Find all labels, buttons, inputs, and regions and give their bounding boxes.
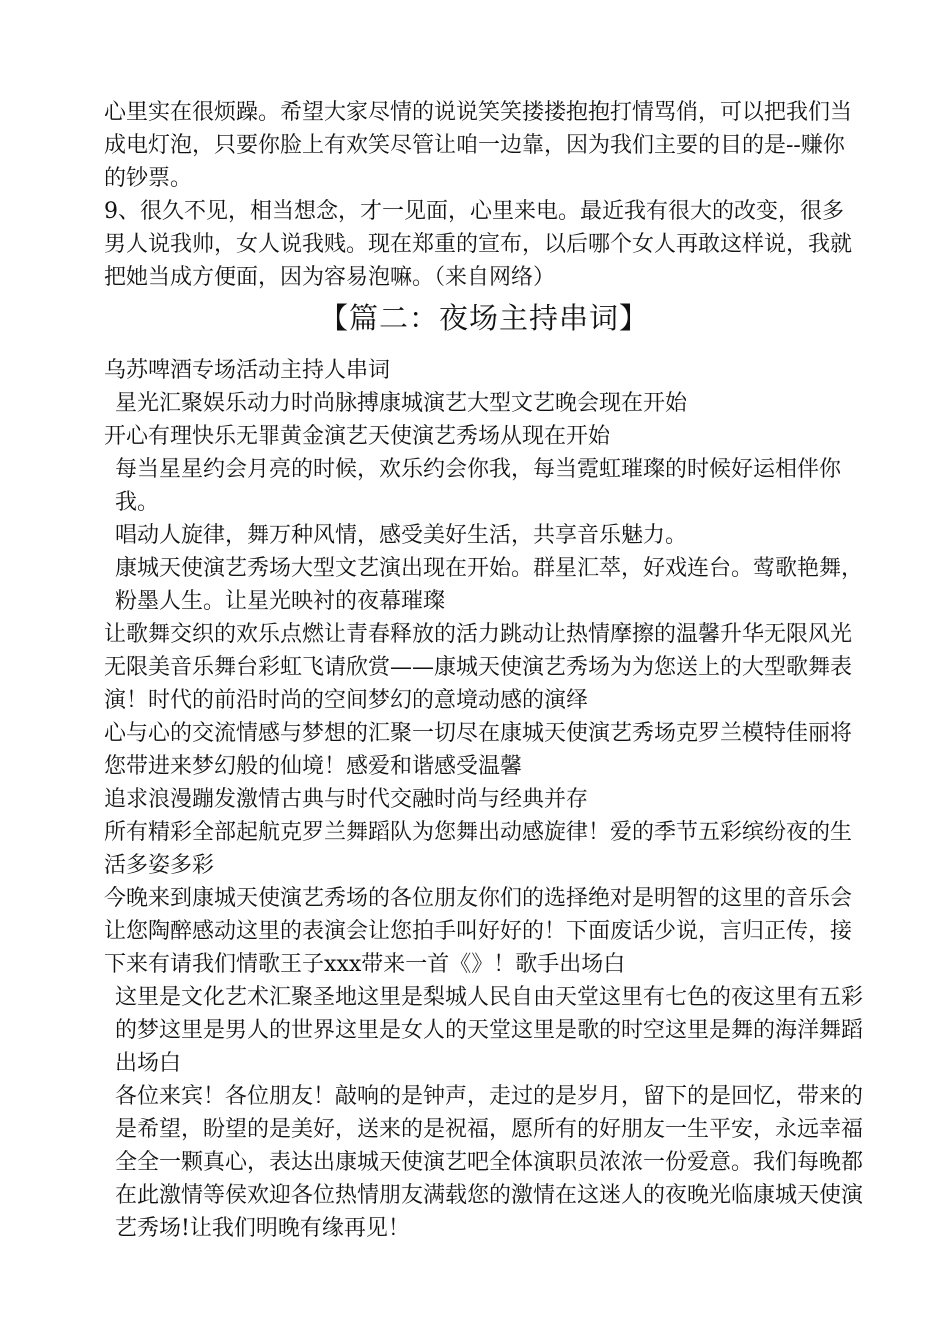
body-paragraph-10: 今晚来到康城天使演艺秀场的各位朋友你们的选择绝对是明智的这里的音乐会让您陶醉感动这里的表演会让您拍手叫好好的！下面废话少说，言归正传，接下来有请我们情歌王子xxx带来一首《》！歌手出场白	[104, 886, 853, 977]
intro-paragraph-1: 心里实在很烦躁。希望大家尽情的说说笑笑搂搂抱抱打情骂俏，可以把我们当成电灯泡，只要你脸上有欢笑尽管让咱一边靠，因为我们主要的目的是--赚你的钞票。	[104, 100, 853, 191]
document-body	[104, 96, 864, 1245]
body-paragraph-9: 所有精彩全部起航克罗兰舞蹈队为您舞出动感旋律！爱的季节五彩缤纷夜的生活多姿多彩	[104, 820, 853, 878]
section-heading: 【篇二：夜场主持串词】	[318, 301, 649, 335]
body-paragraph-2: 开心有理快乐无罪黄金演艺天使演艺秀场从现在开始	[104, 424, 611, 449]
body-paragraph-8: 追求浪漫蹦发激情古典与时代交融时尚与经典并存	[104, 787, 589, 812]
body-paragraph-3: 每当星星约会月亮的时候，欢乐约会你我，每当霓虹璀璨的时候好运相伴你我。	[115, 457, 842, 515]
body-paragraph-4: 唱动人旋律，舞万种风情，感受美好生活，共享音乐魅力。	[115, 523, 688, 548]
body-paragraph-5: 康城天使演艺秀场大型文艺演出现在开始。群星汇萃，好戏连台。莺歌艳舞，粉墨人生。让星光映衬的夜幕璀璨	[115, 556, 864, 614]
body-paragraph-6: 让歌舞交织的欢乐点燃让青春释放的活力跳动让热情摩擦的温馨升华无限风光无限美音乐舞台彩虹飞请欣赏——康城天使演艺秀场为为您送上的大型歌舞表演！时代的前沿时尚的空间梦幻的意境动感的演绎	[104, 622, 853, 713]
section-title: 乌苏啤酒专场活动主持人串词	[104, 358, 391, 383]
body-paragraph-7: 心与心的交流情感与梦想的汇聚一切尽在康城天使演艺秀场克罗兰模特佳丽将您带进来梦幻般的仙境！感爱和谐感受温馨	[104, 721, 853, 779]
body-paragraph-1: 星光汇聚娱乐动力时尚脉搏康城演艺大型文艺晚会现在开始	[115, 391, 688, 416]
body-paragraph-11: 这里是文化艺术汇聚圣地这里是梨城人民自由天堂这里有七色的夜这里有五彩的梦这里是男人的世界这里是女人的天堂这里是歌的时空这里是舞的海洋舞蹈出场白	[115, 985, 864, 1076]
intro-paragraph-2: 9、很久不见，相当想念，才一见面，心里来电。最近我有很大的改变，很多男人说我帅，女人说我贱。现在郑重的宣布，以后哪个女人再敢这样说，我就把她当成方便面，因为容易泡嘛。（来自网络）	[104, 199, 853, 290]
body-paragraph-12: 各位来宾！各位朋友！敲响的是钟声，走过的是岁月，留下的是回忆，带来的是希望，盼望的是美好，送来的是祝福，愿所有的好朋友一生平安，永远幸福全全一颗真心，表达出康城天使演艺吧全体演职员浓浓一份爱意。我们每晚都在此激情等侯欢迎各位热情朋友满载您的激情在这迷人的夜晚光临康城天使演艺秀场!让我们明晚有缘再见！	[115, 1084, 864, 1241]
